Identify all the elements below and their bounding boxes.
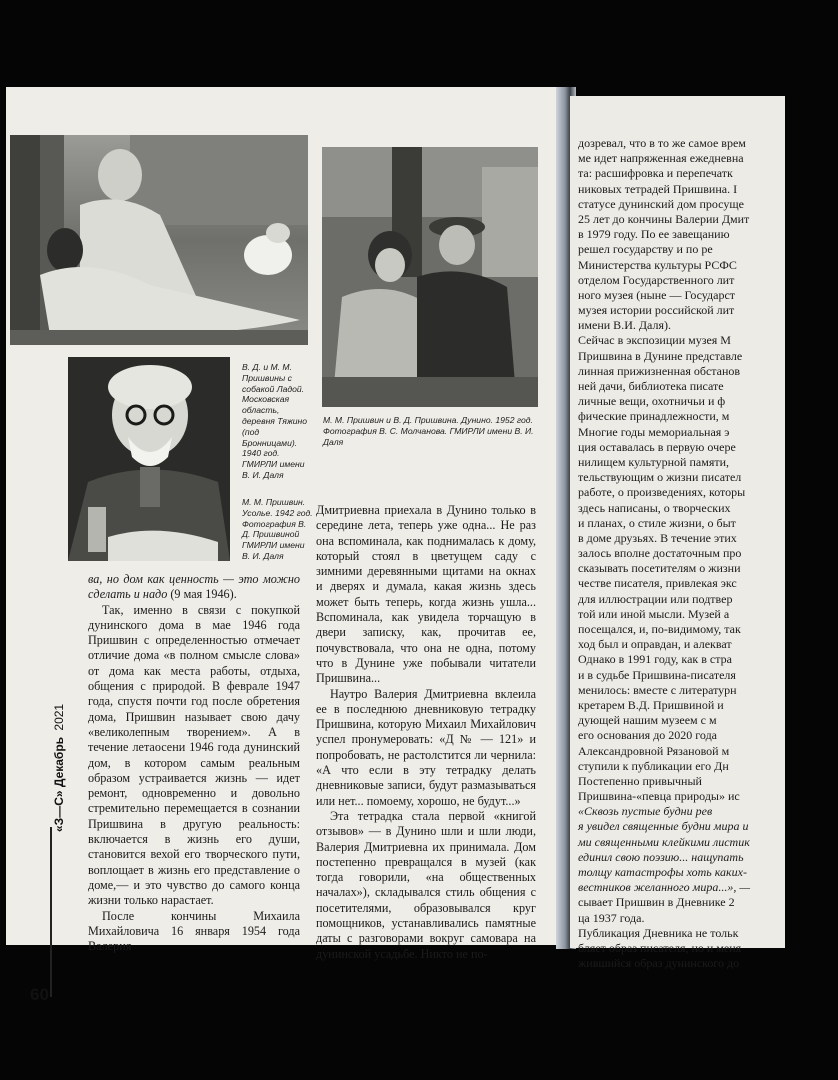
facing-page-line: ход был и оправдан, и алекват <box>578 637 732 652</box>
issue-month: Декабрь <box>52 736 66 788</box>
facing-page-line: линная прижизненная обстанов <box>578 363 741 378</box>
magazine-name: «З—С» <box>52 790 66 832</box>
facing-page-line: Александровной Рязановой м <box>578 743 730 758</box>
facing-page-line: сывает Пришвин в Дневнике 2 <box>578 895 735 910</box>
sidebar-rule <box>50 827 52 997</box>
facing-page-line: ция оставалась в первую очере <box>578 439 736 454</box>
facing-page-text <box>578 136 838 971</box>
facing-page-line: Министерства культуры РСФС <box>578 257 737 272</box>
facing-page-line: Многие годы мемориальная э <box>578 424 730 439</box>
left-page <box>6 87 562 1004</box>
facing-page-line: никовых тетрадей Пришвина. I <box>578 181 738 196</box>
facing-page-line: «Сквозь пустые будни рев <box>578 804 713 819</box>
intro-paragraph: ва, но дом как ценность — это можно сделать и надо (9 мая 1946). <box>88 572 300 602</box>
facing-page-line: для иллюстрации или подтвер <box>578 591 733 606</box>
facing-page-line: нилищем культурной памяти, <box>578 454 730 469</box>
facing-page-line: в доме друзьях. В течение этих <box>578 530 737 545</box>
facing-page-line: я увидел священные будни мира и <box>578 819 749 834</box>
facing-page-line: та: расшифровка и перепечатк <box>578 166 733 181</box>
photo-prishvins-with-dog <box>10 135 308 345</box>
facing-page-line: ней дачи, библиотека писате <box>578 379 724 393</box>
facing-page-line: тельствующим о жизни писател <box>578 470 742 485</box>
caption-group-photo: В. Д. и М. М. Пришвины с собакой Ладой. Московская область, деревня Тяжино (под Бронницами). 1940 год. ГМИРЛИ имени В. И. Даля <box>242 362 308 480</box>
facing-page-line: ми священными клейкими листик <box>578 834 750 849</box>
body-paragraph-3: Дмитриевна приехала в Дунино только в середине лета, теперь уже одна... Не раз она вспоминала, как поднималась к дому, который стоял в цветущем саду с зимними деревянными щитами на окнах и дверях и думала, какая жизнь здесь может быть теперь, когда жизнь ушла... Вспоминала, как увидела торчащую в двери записку, как, прочитав ее, почувствовала, что она не одна, потому что в Дунине уже побывали читатели Пришвина... <box>316 503 536 686</box>
body-paragraph-2: После кончины Михаила Михайловича 16 января 1954 года Валерия <box>88 908 300 954</box>
facing-page-line: дующей нашим музеем с м <box>578 713 717 728</box>
caption-dunino: М. М. Пришвин и В. Д. Пришвина. Дунино. 1952 год. Фотография В. С. Молчанова. ГМИРЛИ имени В. И. Даля <box>323 415 534 447</box>
left-text-column <box>88 572 300 954</box>
facing-page-line: и планах, о стиле жизни, о быт <box>578 515 736 530</box>
facing-page-line: ца 1937 года. <box>578 910 645 925</box>
facing-page-line: ступили к публикации его Дн <box>578 758 729 773</box>
facing-page-line: личные вещи, охотничьи и ф <box>578 394 726 409</box>
caption-portrait: М. М. Пришвин. Усолье. 1942 год. Фотография В. Д. Пришвиной ГМИРЛИ имени В. И. Даля <box>242 497 313 561</box>
running-footer <box>52 704 66 832</box>
facing-page-line: жившийся образ дунинского до <box>578 956 740 971</box>
facing-page-line: имени В.И. Даля). <box>578 318 671 333</box>
facing-page-line: отделом Государственного лит <box>578 272 735 287</box>
facing-page-line: бляет образ писателя, но и меня <box>578 940 742 955</box>
facing-page-line: музея истории российской лит <box>578 303 735 318</box>
facing-page-line: менилось: вместе с литературн <box>578 682 737 697</box>
photo-dunino-1952 <box>322 147 538 407</box>
facing-page-line: работе, о произведениях, которы <box>578 485 746 500</box>
facing-page-line: здесь написаны, о творческих <box>578 500 731 515</box>
facing-page-line: решел государству и по ре <box>578 242 713 257</box>
body-paragraph-1: Так, именно в связи с покупкой дунинского дома в мае 1946 года Пришвин с определенностью отмечает отличие дома «в полном смысле слова» от дома как места работы, отдыха, общения с природой. В феврале 1947 года, спустя почти год после обретения дома, Пришвин называет свою дачу «великолепным творением». А в течение летаосени 1946 года дунинский дом, в котором самым реальным образом устраивается жизнь — идет ремонт, одновременно и довольно стремительно перемещается в сознании Пришвина в другую реальность: включается в жизнь его души, становится вехой его творческого пути, воплощает в жизнь его представление о доме,— и это чувство до самого конца жизни только нарастает. <box>88 602 300 908</box>
facing-page-line: посещался, и, по-видимому, так <box>578 622 741 636</box>
facing-page-line: Пришвина-«певца природы» ис <box>578 789 740 804</box>
facing-page <box>570 96 785 971</box>
facing-page-line: дозревал, что в то же самое врем <box>578 136 746 150</box>
facing-page-line: в 1979 году. По ее завещанию <box>578 227 730 242</box>
facing-page-line: Публикация Дневника не тольк <box>578 925 739 940</box>
facing-page-line: той или иной мысли. Музей а <box>578 606 730 621</box>
facing-page-line: статусе дунинский дом просуще <box>578 196 744 211</box>
body-paragraph-4: Наутро Валерия Дмитриевна вклеила ее в последнюю дневниковую тетрадку Пришвина, которую Михаил Михайлович успел пронумеровать: «Д № — 121» и попробовать, не растолстится ли чернила: «А что если в эту тетрадку делать дневниковые записи, будут размазываться или нет... помоему, хорошо, не будут...» <box>316 686 536 808</box>
facing-page-line: Постепенно привычный <box>578 773 702 788</box>
facing-page-line: Однако в 1991 году, как в стра <box>578 652 732 667</box>
right-text-column <box>316 503 536 962</box>
facing-page-line: его основания до 2020 года <box>578 728 718 743</box>
facing-page-line: сказывать посетителям о жизни <box>578 561 741 576</box>
facing-page-line: Сейчас в экспозиции музея М <box>578 333 731 348</box>
photo-prishvin-portrait <box>68 357 230 561</box>
facing-page-line: и в судьбе Пришвина-писателя <box>578 667 736 682</box>
facing-page-line: Пришвина в Дунине представле <box>578 348 743 363</box>
facing-page-line: честве писателя, привлекая экс <box>578 576 737 591</box>
issue-year: 2021 <box>52 703 66 731</box>
page-number: 60 <box>30 985 49 1004</box>
facing-page-line: 25 лет до кончины Валерии Дмит <box>578 211 750 226</box>
facing-page-line: ного музея (ныне — Государст <box>578 287 736 302</box>
facing-page-line: залось вполне достаточным про <box>578 546 742 561</box>
facing-page-line: толщу катастрофы хоть каких- <box>578 865 747 879</box>
facing-page-line: единил свою поэзию... нащупать <box>578 849 744 864</box>
facing-page-line: кретарем В.Д. Пришвиной и <box>578 697 724 712</box>
body-paragraph-5: Эта тетрадка стала первой «книгой отзывов» — в Дунино шли и шли люди, Валерия Дмитриевна их принимала. Дом постепенно превращался в музей (как тогда говорили, «на общественных началах»), складывался стиль общения с посетителями, образовывался круг помощников, устанавливались памятные даты с разговорами вокруг самовара на дунинской усадьбе. Никто не по- <box>316 808 536 961</box>
facing-page-line: вестников желанного мира...», — <box>578 880 751 895</box>
facing-page-line: фические принадлежности, м <box>578 409 730 424</box>
facing-page-line: ме идет напряженная ежедневна <box>578 151 744 166</box>
